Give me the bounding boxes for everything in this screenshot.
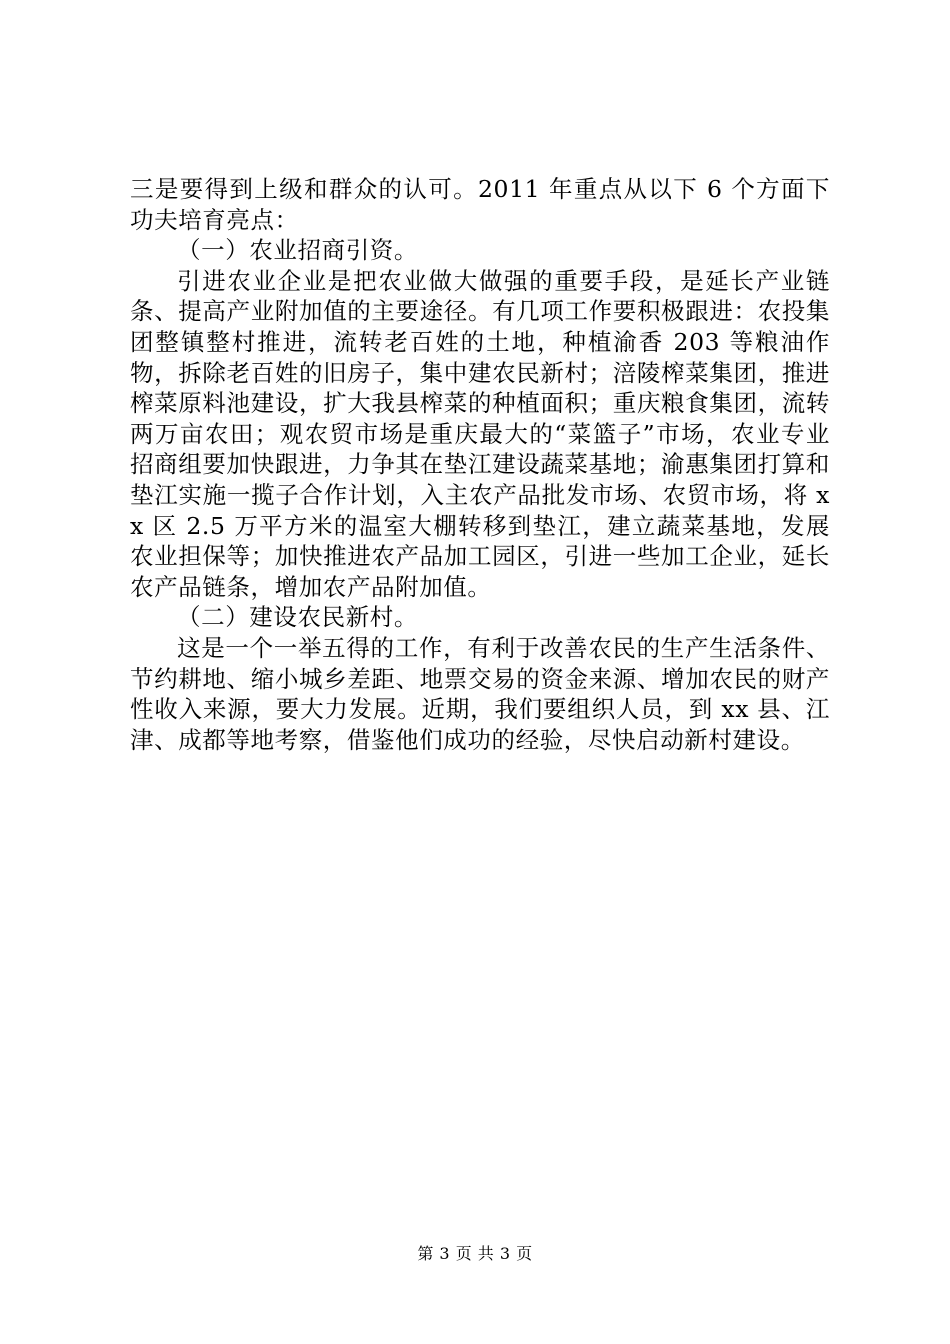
paragraph-section-2: 这是一个一举五得的工作，有利于改善农民的生产生活条件、节约耕地、缩小城乡差距、地票交易的资金来源、增加农民的财产性收入来源，要大力发展。近期，我们要组织人员，到 xx 县、江津、成都等地考察，借鉴他们成功的经验，尽快启动新村建设。 [130, 633, 830, 754]
section-heading-1: （一）农业招商引资。 [177, 236, 418, 265]
page-footer: 第 3 页 共 3 页 [417, 1244, 533, 1263]
section-heading-2: （二）建设农民新村。 [177, 603, 418, 632]
paragraph-section-1: 引进农业企业是把农业做大做强的重要手段，是延长产业链条、提高产业附加值的主要途径。有几项工作要积极跟进：农投集团整镇整村推进，流转老百姓的土地，种植渝香 203 等粮油作物，拆除老百姓的旧房子，集中建农民新村；涪陵榨菜集团，推进榨菜原料池建设，扩大我县榨菜的种植面积；重庆粮食集团，流转两万亩农田；观农贸市场是重庆最大的“菜篮子”市场，农业专业招商组要加快跟进，力争其在垫江建设蔬菜基地；渝惠集团打算和垫江实施一揽子合作计划，入主农产品批发市场、农贸市场，将 xx 区 2.5 万平方米的温室大棚转移到垫江，建立蔬菜基地，发展农业担保等；加快推进农产品加工园区，引进一些加工企业，延长农产品链条，增加农产品附加值。 [130, 266, 830, 601]
paragraph-intro: 三是要得到上级和群众的认可。2011 年重点从以下 6 个方面下功夫培育亮点： [130, 175, 830, 234]
document-body [130, 174, 830, 755]
